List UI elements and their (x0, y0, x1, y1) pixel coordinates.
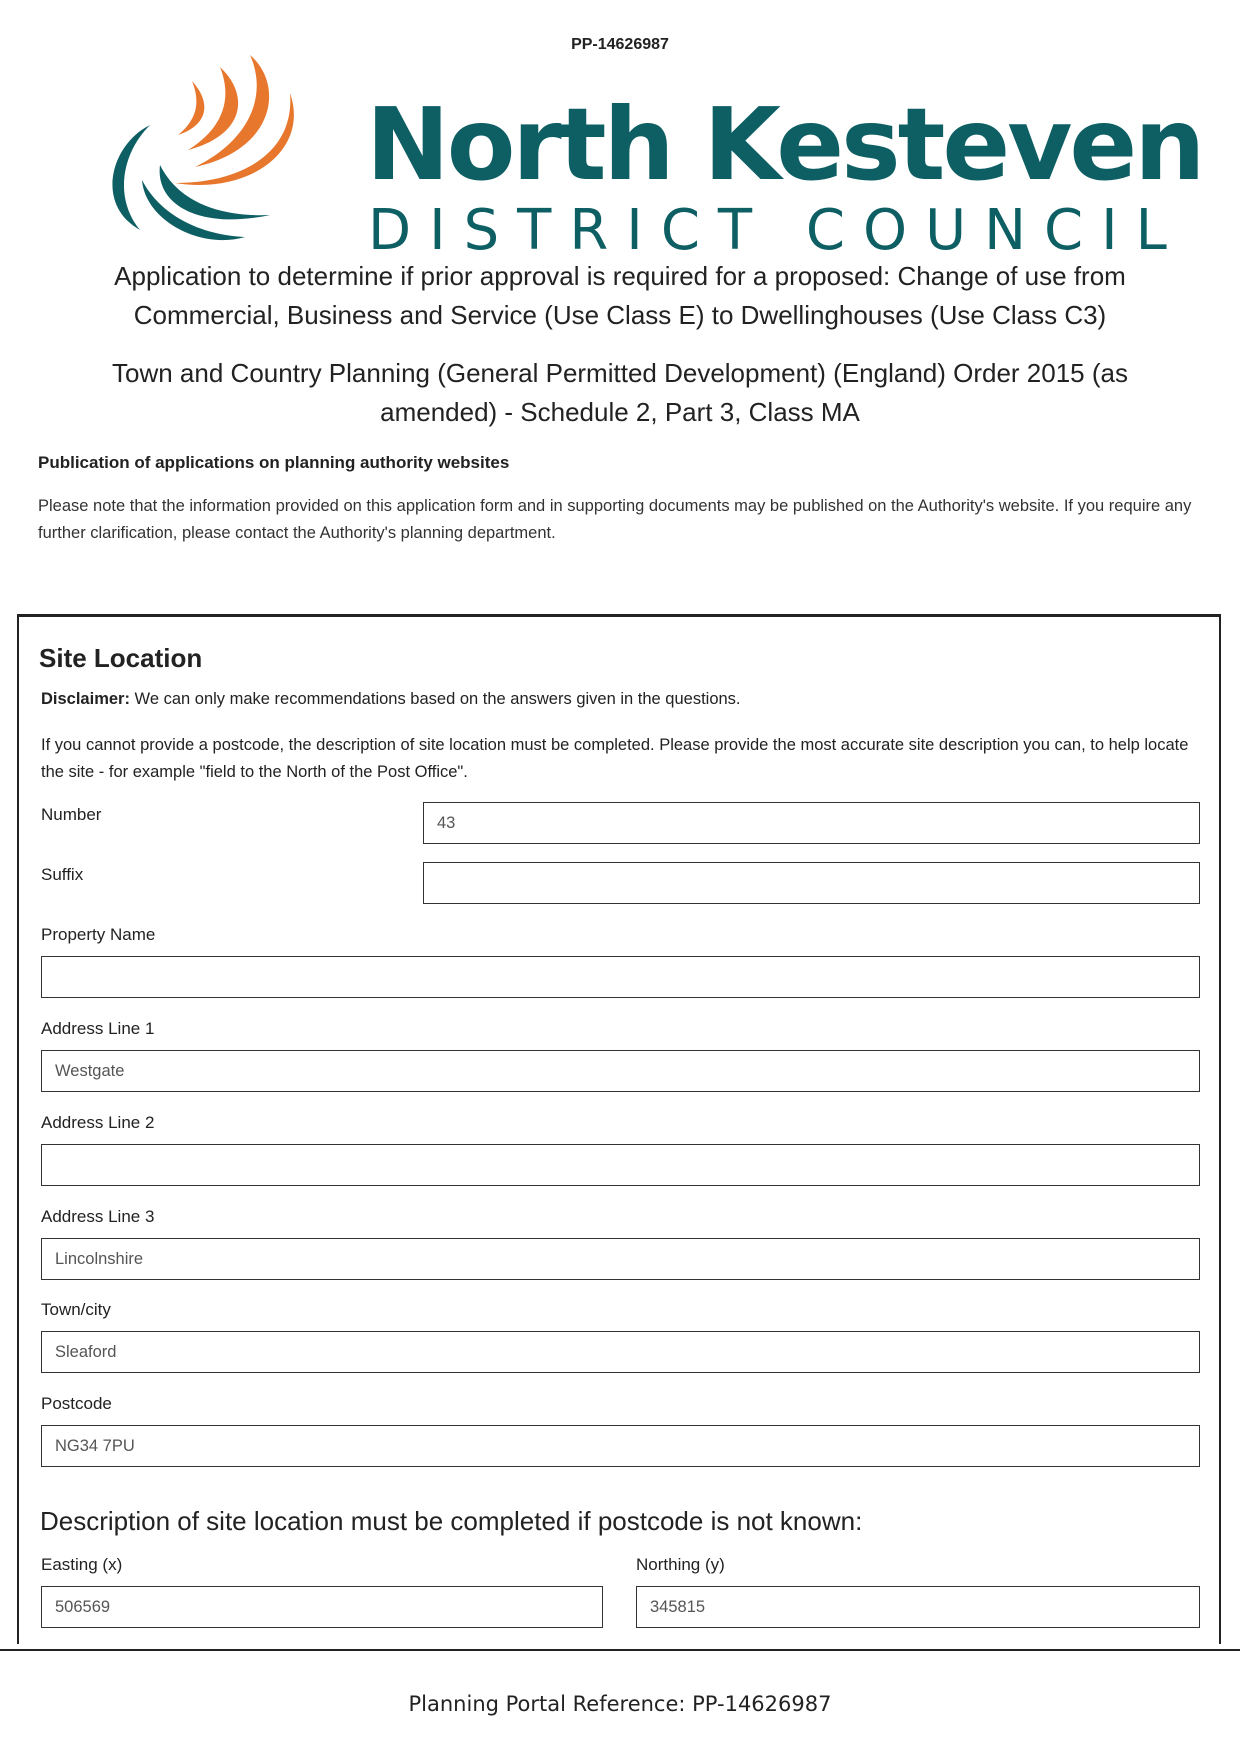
postcode-label: Postcode (41, 1394, 112, 1413)
easting-field[interactable]: 506569 (41, 1586, 603, 1628)
page-reference: PP-14626987 (571, 36, 669, 53)
logo-orange-swirl-2 (188, 67, 238, 150)
number-label: Number (41, 805, 102, 824)
publication-heading: Publication of applications on planning authority websites (38, 453, 510, 472)
legislation-title: Town and Country Planning (General Permitted Development) (England) Order 2015 (as amended) - Schedule 2, Part 3, Class MA (112, 358, 1128, 427)
property-name-label: Property Name (41, 925, 156, 944)
number-field[interactable]: 43 (423, 802, 1200, 844)
footer-divider (0, 1649, 1240, 1651)
property-name-field[interactable] (41, 956, 1200, 998)
address-line-3-label: Address Line 3 (41, 1207, 155, 1226)
logo-teal-swirl-2 (160, 165, 270, 219)
town-city-label: Town/city (41, 1300, 111, 1319)
council-logo (100, 55, 1203, 263)
logo-teal-swirl-1 (112, 125, 150, 230)
address-line-2-field[interactable] (41, 1144, 1200, 1186)
disclaimer (41, 690, 741, 709)
suffix-label: Suffix (41, 865, 84, 884)
address-line-3-field[interactable]: Lincolnshire (41, 1238, 1200, 1280)
footer-reference: Planning Portal Reference: PP-14626987 (408, 1692, 832, 1716)
site-instructions: If you cannot provide a postcode, the description of site location must be completed. Please provide the most accurate site description you can, to help locate the site - for example "field to the North of the Post Office". (41, 736, 1189, 781)
address-line-1-label: Address Line 1 (41, 1019, 155, 1038)
town-city-field[interactable]: Sleaford (41, 1331, 1200, 1373)
northing-field[interactable]: 345815 (636, 1586, 1200, 1628)
logo-orange-swirl-3 (178, 81, 204, 135)
suffix-field[interactable] (423, 862, 1200, 904)
easting-label: Easting (x) (41, 1555, 123, 1574)
publication-note: Please note that the information provided on this application form and in supporting documents may be published on the Authority's website. If you require any further clarification, please contact the Authority's planning department. (38, 497, 1192, 542)
northing-label: Northing (y) (636, 1555, 725, 1574)
address-line-2-label: Address Line 2 (41, 1113, 155, 1132)
disclaimer-text: We can only make recommendations based on the answers given in the questions. (129, 690, 741, 708)
application-title: Application to determine if prior approval is required for a proposed: Change of use from Commercial, Business and Service (Use Class E) to Dwellinghouses (Use Class C3) (114, 261, 1126, 330)
logo-name: North Kesteven (366, 86, 1203, 203)
section-title: Site Location (39, 643, 203, 673)
address-line-1-field[interactable]: Westgate (41, 1050, 1200, 1092)
site-description-heading: Description of site location must be completed if postcode is not known: (40, 1506, 863, 1536)
postcode-field[interactable]: NG34 7PU (41, 1425, 1200, 1467)
disclaimer-label: Disclaimer: (41, 690, 130, 708)
logo-subtitle: DISTRICT COUNCIL (368, 198, 1185, 263)
swirl-logo-icon (100, 55, 320, 245)
